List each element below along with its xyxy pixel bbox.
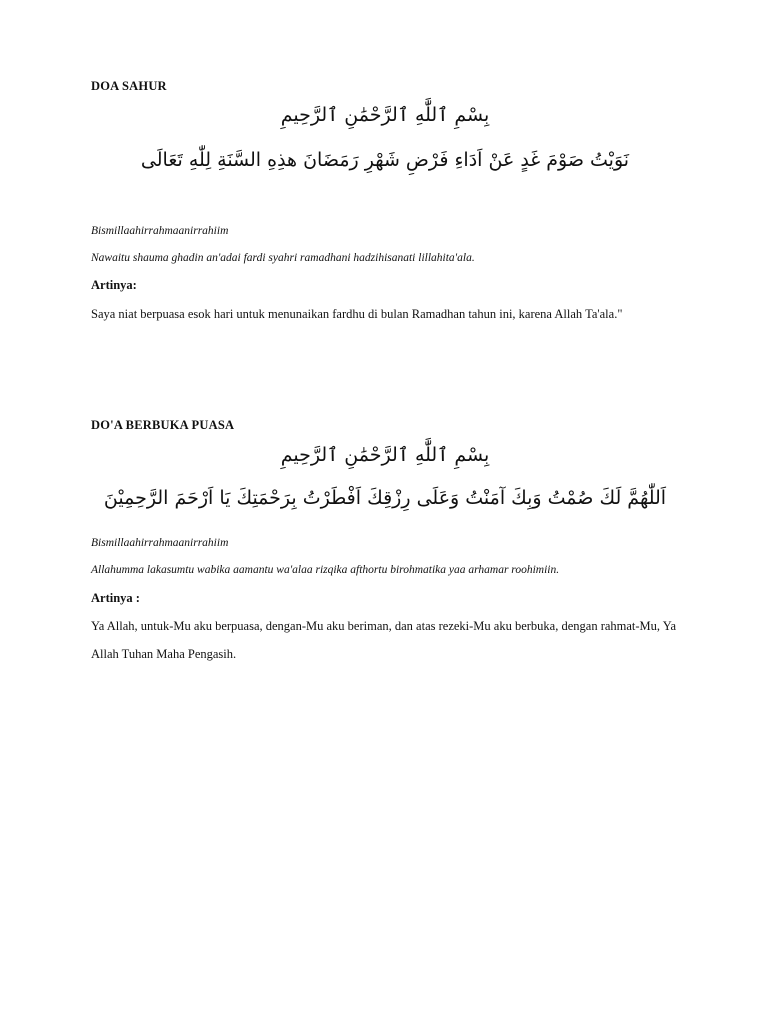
- berbuka-arabic-text: اَللّٰهُمَّ لَكَ صُمْتُ وَبِكَ آمَنْتُ وَعَلَى رِزْقِكَ اَفْطَرْتُ بِرَحْمَتِكَ يَا اَرْحَمَ الرَّحِمِيْنَ: [103, 487, 667, 509]
- sahur-arabic-text: نَوَيْتُ صَوْمَ غَدٍ عَنْ اَدَاءِ فَرْضِ شَهْرِ رَمَضَانَ هذِهِ السَّنَةِ لِلّٰهِ تَعَالَى: [140, 149, 630, 171]
- berbuka-meaning-label: Artinya :: [91, 591, 140, 605]
- berbuka-latin-text: Allahumma lakasumtu wabika aamantu wa'alaa rizqika afthortu birohmatika yaa arhamar roohimiin.: [91, 564, 560, 576]
- sahur-meaning-text: Saya niat berpuasa esok hari untuk menunaikan fardhu di bulan Ramadhan tahun ini, karena Allah Ta'ala.": [91, 307, 623, 321]
- berbuka-bismillah-arabic: بِسْمِ ٱللَّٰهِ ٱلرَّحْمَٰنِ ٱلرَّحِيمِ: [280, 444, 490, 466]
- sahur-bismillah-arabic: بِسْمِ ٱللَّٰهِ ٱلرَّحْمَٰنِ ٱلرَّحِيمِ: [280, 104, 490, 126]
- berbuka-bismillah-latin: Bismillaahirrahmaanirrahiim: [91, 537, 229, 549]
- doa-sahur-heading: DOA SAHUR: [91, 79, 167, 93]
- sahur-latin-text: Nawaitu shauma ghadin an'adai fardi syahri ramadhani hadzihisanati lillahita'ala.: [91, 252, 475, 264]
- berbuka-meaning-text: Ya Allah, untuk-Mu aku berpuasa, dengan-Mu aku beriman, dan atas rezeki-Mu aku berbuka, dengan rahmat-Mu, Ya Allah Tuhan Maha Pengasih.: [91, 619, 677, 661]
- sahur-meaning-label: Artinya:: [91, 278, 137, 292]
- sahur-bismillah-latin: Bismillaahirrahmaanirrahiim: [91, 225, 229, 237]
- doa-berbuka-heading: DO'A BERBUKA PUASA: [91, 418, 235, 432]
